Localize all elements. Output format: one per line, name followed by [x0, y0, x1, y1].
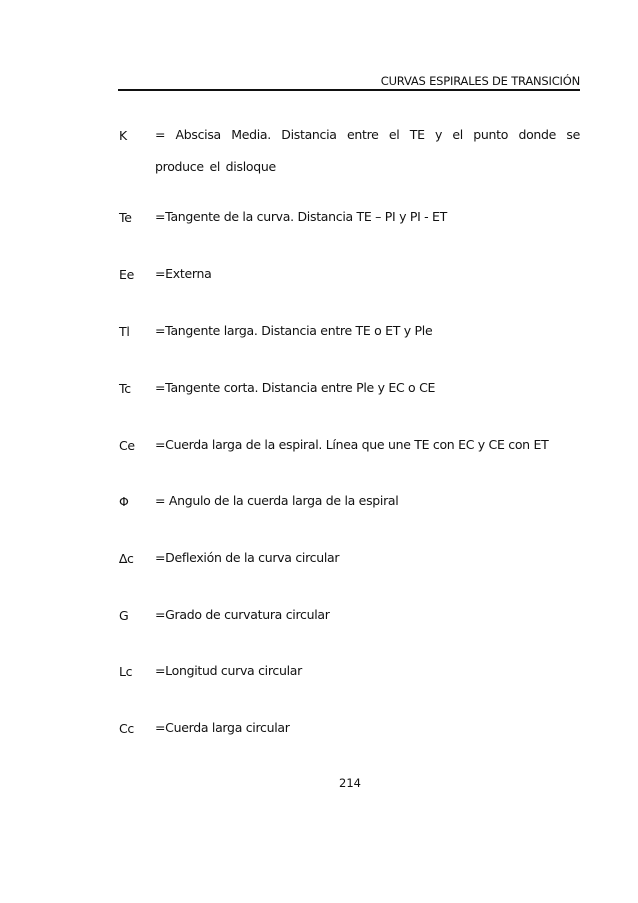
term-ee: Ee: [119, 267, 134, 282]
definition-k: = Abscisa Media. Distancia entre el TE y el punto donde se produce el disloque: [155, 127, 580, 174]
term-delta-c: ∆c: [119, 551, 134, 566]
definition-ce: =Cuerda larga de la espiral. Línea que une TE con EC y CE con ET: [155, 437, 549, 452]
term-cc: Cc: [119, 721, 135, 736]
definition-cc: =Cuerda larga circular: [155, 720, 290, 735]
definition-phi: = Angulo de la cuerda larga de la espiral: [155, 493, 399, 508]
term-tc: Tc: [119, 381, 131, 396]
header-rule: [118, 89, 580, 91]
definition-lc: =Longitud curva circular: [155, 663, 302, 678]
term-ce: Ce: [119, 438, 135, 453]
definition-g: =Grado de curvatura circular: [155, 607, 330, 622]
term-k: K: [119, 128, 127, 143]
term-te: Te: [119, 210, 132, 225]
page-number: 214: [339, 776, 361, 790]
term-lc: Lc: [119, 664, 133, 679]
term-tl: Tl: [119, 324, 130, 339]
definition-delta-c: =Deflexión de la curva circular: [155, 550, 340, 565]
definition-ee: =Externa: [155, 266, 212, 281]
definition-tc: =Tangente corta. Distancia entre Ple y EC o CE: [155, 380, 436, 395]
running-header: CURVAS ESPIRALES DE TRANSICIÓN: [380, 74, 580, 88]
term-g: G: [119, 608, 129, 623]
definition-tl: =Tangente larga. Distancia entre TE o ET y Ple: [155, 323, 433, 338]
term-phi: Φ: [119, 494, 129, 509]
definition-te: =Tangente de la curva. Distancia TE – PI y PI - ET: [155, 209, 447, 224]
